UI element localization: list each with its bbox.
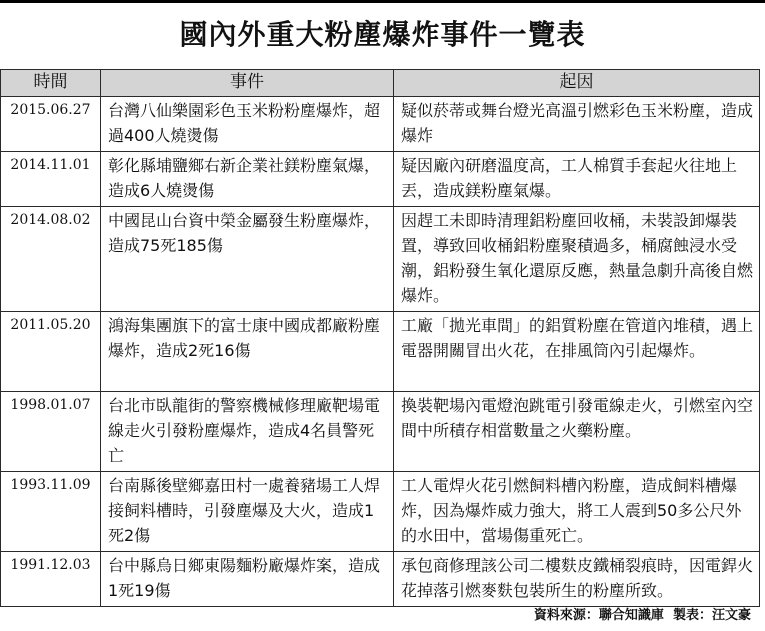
row-date: 2014.08.02 <box>1 207 101 312</box>
row-date: 1991.12.03 <box>1 552 101 607</box>
column-header-event: 事件 <box>101 70 394 97</box>
row-event: 鴻海集團旗下的富士康中國成都廠粉塵爆炸，造成2死16傷 <box>101 312 394 392</box>
row-event: 台中縣烏日鄉東陽麵粉廠爆炸案，造成1死19傷 <box>101 552 394 607</box>
page-title: 國內外重大粉塵爆炸事件一覽表 <box>179 18 586 51</box>
row-date: 1993.11.09 <box>1 472 101 552</box>
row-event: 台灣八仙樂園彩色玉米粉粉塵爆炸，超過400人燒燙傷 <box>101 97 394 152</box>
table-row <box>1 152 760 207</box>
table-maker: 製表：汪文豪 <box>672 608 751 623</box>
row-event: 彰化縣埔鹽鄉右新企業社鎂粉塵氣爆，造成6人燒燙傷 <box>101 152 394 207</box>
table-row <box>1 97 760 152</box>
row-cause: 疑因廠內研磨溫度高，工人棉質手套起火往地上丟，造成鎂粉塵氣爆。 <box>394 152 760 207</box>
row-cause: 承包商修理該公司二樓麩皮鐵桶裂痕時，因電銲火花掉落引燃麥麩包裝所生的粉塵所致。 <box>394 552 760 607</box>
row-event: 台北市臥龍街的警察機械修理廠靶場電線走火引發粉塵爆炸，造成4名員警死亡 <box>101 392 394 472</box>
data-source: 資料來源：聯合知識庫 <box>533 608 664 623</box>
row-cause: 工廠「拋光車間」的鋁質粉塵在管道內堆積，遇上電器開關冒出火花，在排風筒內引起爆炸。 <box>394 312 760 392</box>
row-cause: 因趕工未即時清理鋁粉塵回收桶，未裝設卸爆裝置，導致回收桶鋁粉塵聚積過多，桶腐蝕浸水受潮，鋁粉發生氧化還原反應，熱量急劇升高後自燃爆炸。 <box>394 207 760 312</box>
row-cause: 疑似菸蒂或舞台燈光高溫引燃彩色玉米粉塵，造成爆炸 <box>394 97 760 152</box>
row-date: 1998.01.07 <box>1 392 101 472</box>
dust-explosion-table <box>0 69 760 607</box>
row-event: 台南縣後壁鄉嘉田村一處養豬場工人焊接飼料槽時，引發塵爆及大火，造成1死2傷 <box>101 472 394 552</box>
row-date: 2011.05.20 <box>1 312 101 392</box>
table-row <box>1 552 760 607</box>
table-row <box>1 472 760 552</box>
column-header-date: 時間 <box>1 70 101 97</box>
row-date: 2015.06.27 <box>1 97 101 152</box>
table-row <box>1 392 760 472</box>
table-row <box>1 207 760 312</box>
column-header-cause: 起因 <box>394 70 760 97</box>
footer-credits <box>534 607 751 625</box>
row-cause: 換裝靶場內電燈泡跳電引發電線走火，引燃室內空間中所積存相當數量之火藥粉塵。 <box>394 392 760 472</box>
table-header-row <box>1 70 760 97</box>
row-date: 2014.11.01 <box>1 152 101 207</box>
row-cause: 工人電焊火花引燃飼料槽內粉塵，造成飼料槽爆炸，因為爆炸威力強大，將工人震到50多公尺外的水田中，當場傷重死亡。 <box>394 472 760 552</box>
row-event: 中國昆山台資中榮金屬發生粉塵爆炸，造成75死185傷 <box>101 207 394 312</box>
table-row <box>1 312 760 392</box>
